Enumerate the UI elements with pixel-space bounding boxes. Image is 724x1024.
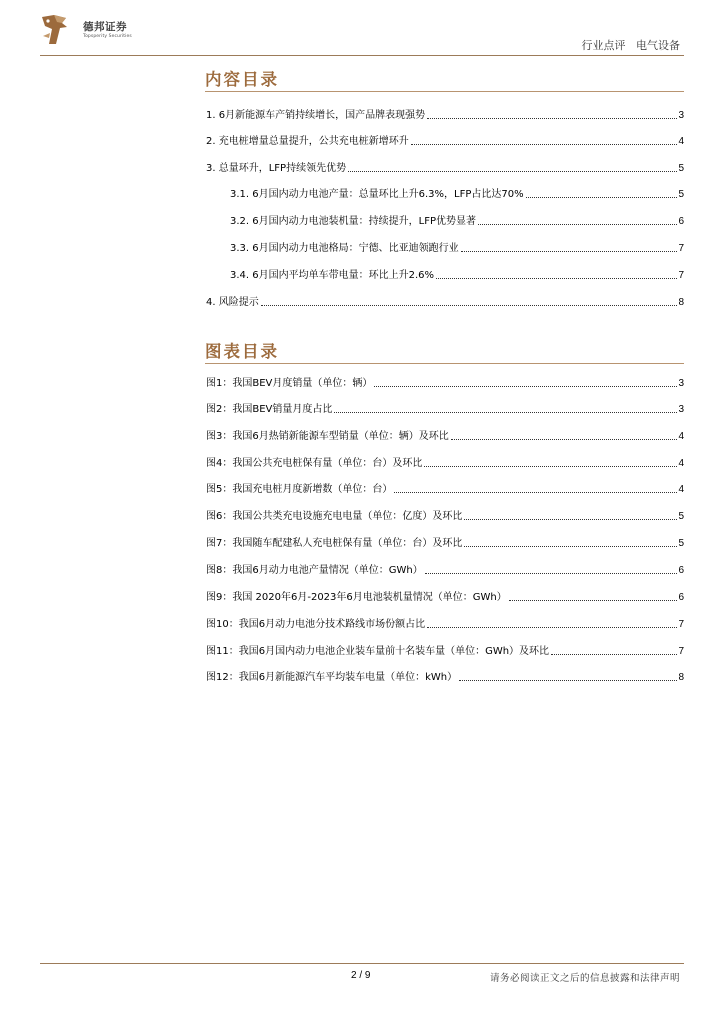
- toc-title: 内容目录: [205, 70, 279, 89]
- toc-entry[interactable]: [206, 295, 684, 309]
- figure-entry-page: 4: [678, 484, 684, 495]
- toc-entry-text: 4. 风险提示: [206, 297, 259, 308]
- toc-entry-page: 5: [678, 189, 684, 200]
- figures-title-underline: [205, 363, 684, 364]
- toc-title-underline: [205, 91, 684, 92]
- toc-leader-dots: [451, 439, 678, 440]
- figure-entry[interactable]: [206, 402, 684, 416]
- toc-leader-dots: [509, 600, 678, 601]
- toc-leader-dots: [551, 654, 677, 655]
- brand-name-english: Topsperity Securities: [83, 34, 132, 39]
- toc-leader-dots: [374, 386, 677, 387]
- toc-leader-dots: [464, 519, 677, 520]
- figure-entry-text: 图8：我国6月动力电池产量情况（单位：GWh）: [206, 565, 423, 576]
- toc-leader-dots: [461, 251, 678, 252]
- toc-leader-dots: [436, 278, 677, 279]
- figure-entry-page: 3: [678, 378, 684, 389]
- figure-entry[interactable]: [206, 456, 684, 470]
- brand-name: 德邦证券: [83, 21, 127, 33]
- figure-entry-text: 图11：我国6月国内动力电池企业装车量前十名装车量（单位：GWh）及环比: [206, 646, 550, 657]
- toc-leader-dots: [464, 546, 677, 547]
- figure-entry-page: 7: [678, 619, 684, 630]
- figure-entry[interactable]: [206, 376, 684, 390]
- toc-leader-dots: [261, 305, 678, 306]
- figure-entry-text: 图1：我国BEV月度销量（单位：辆）: [206, 378, 373, 389]
- figure-entry-text: 图10：我国6月动力电池分技术路线市场份额占比: [206, 619, 426, 630]
- toc-entry-page: 5: [678, 163, 684, 174]
- toc-entry-page: 3: [678, 110, 684, 121]
- page-header: [0, 0, 724, 60]
- figure-entry[interactable]: [206, 617, 684, 631]
- figure-entry-text: 图4：我国公共充电桩保有量（单位：台）及环比: [206, 458, 423, 469]
- toc-entry-text: 3.3. 6月国内动力电池格局：宁德、比亚迪领跑行业: [230, 243, 459, 254]
- toc-leader-dots: [394, 492, 677, 493]
- figure-entry-page: 7: [678, 646, 684, 657]
- figure-entry-text: 图3：我国6月热销新能源车型销量（单位：辆）及环比: [206, 431, 449, 442]
- page-number: 2 / 9: [351, 970, 371, 981]
- figure-entry-page: 6: [678, 592, 684, 603]
- toc-leader-dots: [478, 224, 677, 225]
- figure-entry[interactable]: [206, 563, 684, 577]
- figure-entry-text: 图5：我国充电桩月度新增数（单位：台）: [206, 484, 393, 495]
- figure-entry-text: 图2：我国BEV销量月度占比: [206, 404, 333, 415]
- figure-entry[interactable]: [206, 590, 684, 604]
- toc-subentry[interactable]: [230, 187, 684, 201]
- figure-entry-page: 4: [678, 431, 684, 442]
- figure-entry-text: 图6：我国公共类充电设施充电电量（单位：亿度）及环比: [206, 511, 463, 522]
- toc-entry-text: 1. 6月新能源车产销持续增长，国产品牌表现强势: [206, 110, 426, 121]
- toc-entry-text: 3.1. 6月国内动力电池产量：总量环比上升6.3%，LFP占比达70%: [230, 189, 524, 200]
- figure-entry[interactable]: [206, 670, 684, 684]
- figure-entry-page: 4: [678, 458, 684, 469]
- toc-entry-text: 3.4. 6月国内平均单车带电量：环比上升2.6%: [230, 270, 435, 281]
- figure-entry-page: 3: [678, 404, 684, 415]
- toc-leader-dots: [411, 144, 678, 145]
- footer-divider: [40, 963, 684, 964]
- header-divider: [40, 55, 684, 56]
- figure-entry[interactable]: [206, 509, 684, 523]
- figure-entry[interactable]: [206, 482, 684, 496]
- toc-entry[interactable]: [206, 108, 684, 122]
- toc-subentry[interactable]: [230, 241, 684, 255]
- toc-leader-dots: [459, 680, 677, 681]
- legal-disclaimer: 请务必阅读正文之后的信息披露和法律声明: [489, 973, 680, 984]
- toc-leader-dots: [348, 171, 677, 172]
- company-logo-icon: [40, 14, 70, 46]
- toc-leader-dots: [427, 118, 677, 119]
- toc-entry-text: 3. 总量环升，LFP持续领先优势: [206, 163, 347, 174]
- toc-subentry[interactable]: [230, 268, 684, 282]
- figure-entry[interactable]: [206, 644, 684, 658]
- toc-entry[interactable]: [206, 161, 684, 175]
- toc-entry-page: 8: [678, 297, 684, 308]
- figure-entry-page: 6: [678, 565, 684, 576]
- toc-entry-page: 7: [678, 270, 684, 281]
- toc-entry-page: 7: [678, 243, 684, 254]
- toc-entry-page: 4: [678, 136, 684, 147]
- toc-subentry[interactable]: [230, 214, 684, 228]
- figure-entry-text: 图7：我国随车配建私人充电桩保有量（单位：台）及环比: [206, 538, 463, 549]
- toc-leader-dots: [526, 197, 678, 198]
- toc-entry-page: 6: [678, 216, 684, 227]
- figure-entry-text: 图12：我国6月新能源汽车平均装车电量（单位：kWh）: [206, 672, 458, 683]
- toc-entry[interactable]: [206, 134, 684, 148]
- figures-title: 图表目录: [205, 342, 279, 361]
- toc-leader-dots: [424, 466, 677, 467]
- report-category: 行业点评 电气设备: [581, 39, 680, 52]
- figure-entry-page: 5: [678, 538, 684, 549]
- toc-leader-dots: [425, 573, 678, 574]
- toc-leader-dots: [427, 627, 677, 628]
- toc-entry-text: 2. 充电桩增量总量提升，公共充电桩新增环升: [206, 136, 409, 147]
- toc-entry-text: 3.2. 6月国内动力电池装机量：持续提升，LFP优势显著: [230, 216, 476, 227]
- figure-entry-page: 8: [678, 672, 684, 683]
- figure-entry-text: 图9：我国 2020年6月-2023年6月电池装机量情况（单位：GWh）: [206, 592, 507, 603]
- toc-leader-dots: [334, 412, 677, 413]
- figure-entry[interactable]: [206, 536, 684, 550]
- figure-entry[interactable]: [206, 429, 684, 443]
- figure-entry-page: 5: [678, 511, 684, 522]
